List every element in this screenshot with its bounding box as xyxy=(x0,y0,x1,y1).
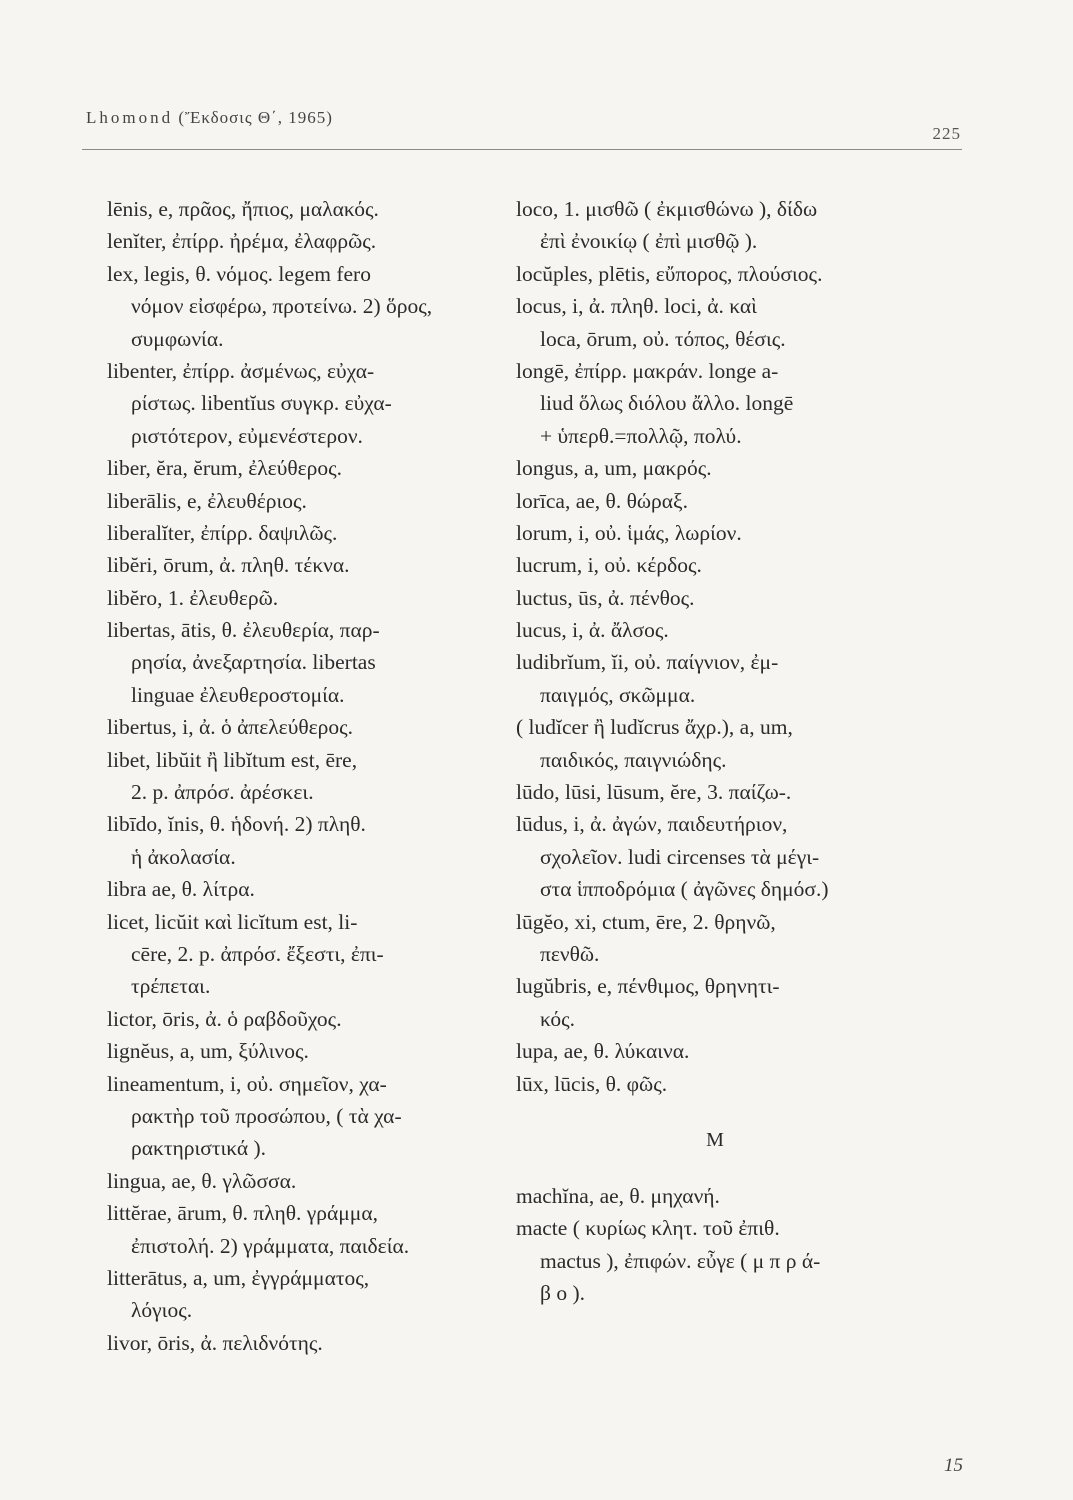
dictionary-line: ludibrĭum, ĭi, οὐ. παίγνιον, ἐμ- xyxy=(516,650,779,675)
dictionary-line: lēnis, e, πρᾶος, ἤπιος, μαλακός. xyxy=(107,197,379,221)
dictionary-line: πενθῶ. xyxy=(540,941,600,966)
dictionary-line: ρησία, ἀνεξαρτησία. libertas xyxy=(131,650,376,675)
dictionary-line: στα ἱπποδρόμια ( ἀγῶνες δημόσ.) xyxy=(540,877,829,902)
running-header xyxy=(86,108,961,128)
dictionary-line: lupa, ae, θ. λύκαινα. xyxy=(516,1039,690,1064)
dictionary-line: τρέπεται. xyxy=(131,974,211,999)
dictionary-line: lūgĕo, xi, ctum, ēre, 2. θρηνῶ, xyxy=(516,909,776,934)
signature-mark: 15 xyxy=(944,1455,963,1476)
dictionary-line: ἡ ἀκολασία. xyxy=(131,844,236,869)
dictionary-line: lingua, ae, θ. γλῶσσα. xyxy=(107,1168,297,1193)
dictionary-line: β ο ). xyxy=(540,1281,585,1306)
page-number: 225 xyxy=(932,124,961,143)
dictionary-line: ρακτηριστικά ). xyxy=(131,1136,267,1161)
dictionary-line: libĕro, 1. ἐλευθερῶ. xyxy=(107,585,279,610)
dictionary-line: macte ( κυρίως κλητ. τοῦ ἐπιθ. xyxy=(516,1216,780,1241)
right-column-entries-m xyxy=(516,1180,946,1310)
dictionary-line: lorum, i, οὐ. ἱμάς, λωρίον. xyxy=(516,520,742,545)
dictionary-line: littĕrae, ārum, θ. πληθ. γράμμα, xyxy=(107,1201,378,1226)
dictionary-line: lignĕus, a, um, ξύλινος. xyxy=(107,1039,309,1064)
dictionary-line: κός. xyxy=(540,1006,576,1031)
dictionary-line: libra ae, θ. λίτρα. xyxy=(107,877,255,902)
left-column xyxy=(107,193,499,1359)
header-rule xyxy=(82,149,962,150)
right-column xyxy=(516,193,946,1310)
dictionary-line: libertas, ātis, θ. ἐλευθερία, παρ- xyxy=(107,618,380,643)
dictionary-line: συμφωνία. xyxy=(131,326,224,351)
dictionary-line: ρίστως. libentĭus συγκρ. εὐχα- xyxy=(131,391,392,416)
dictionary-line: σχολεῖον. ludi circenses τὰ μέγι- xyxy=(540,844,820,869)
dictionary-line: παιγμός, σκῶμμα. xyxy=(540,682,696,707)
dictionary-line: locus, i, ἀ. πληθ. loci, ἀ. καὶ xyxy=(516,294,757,319)
dictionary-line: lucrum, i, οὐ. κέρδος. xyxy=(516,553,702,578)
dictionary-line: 2. p. ἀπρόσ. ἀρέσκει. xyxy=(131,780,314,805)
right-column-entries-l xyxy=(516,193,946,1100)
dictionary-line: livor, ōris, ἀ. πελιδνότης. xyxy=(107,1330,323,1355)
dictionary-line: ρακτὴρ τοῦ προσώπου, ( τὰ χα- xyxy=(131,1103,402,1128)
dictionary-line: ἐπιστολή. 2) γράμματα, παιδεία. xyxy=(131,1233,410,1258)
dictionary-line: loca, ōrum, οὐ. τόπος, θέσις. xyxy=(540,326,786,351)
dictionary-line: παιδικός, παιγνιώδης. xyxy=(540,747,727,772)
dictionary-line: linguae ἐλευθεροστομία. xyxy=(131,682,345,707)
dictionary-line: ἐπὶ ἐνοικίῳ ( ἐπὶ μισθῷ ). xyxy=(540,229,758,254)
dictionary-line: loco, 1. μισθῶ ( ἐκμισθώνω ), δίδω xyxy=(516,197,818,221)
dictionary-line: cēre, 2. p. ἀπρόσ. ἔξεστι, ἐπι- xyxy=(131,941,384,966)
dictionary-line: lenĭter, ἐπίρρ. ἠρέμα, ἐλαφρῶς. xyxy=(107,229,377,254)
dictionary-line: locŭples, plētis, εὔπορος, πλούσιος. xyxy=(516,261,823,286)
dictionary-line: ριστότερον, εὐμενέστερον. xyxy=(131,423,363,448)
dictionary-line: lūdus, i, ἀ. ἀγών, παιδευτήριον, xyxy=(516,812,788,837)
dictionary-line: libĕri, ōrum, ἀ. πληθ. τέκνα. xyxy=(107,553,350,578)
dictionary-line: liud ὅλως διόλου ἄλλο. longē xyxy=(540,391,794,416)
dictionary-line: libenter, ἐπίρρ. ἀσμένως, εὐχα- xyxy=(107,358,375,383)
dictionary-line: liber, ĕra, ĕrum, ἐλεύθερος. xyxy=(107,456,343,481)
dictionary-line: ( ludĭcer ἢ ludĭcrus ἄχρ.), a, um, xyxy=(516,715,793,740)
dictionary-line: νόμον εἰσφέρω, προτείνω. 2) ὅρος, xyxy=(131,294,433,319)
dictionary-line: liberālis, e, ἐλευθέριος. xyxy=(107,488,307,513)
dictionary-line: lucus, i, ἀ. ἄλσος. xyxy=(516,618,669,643)
dictionary-line: longus, a, um, μακρός. xyxy=(516,456,712,481)
dictionary-line: lūx, lūcis, θ. φῶς. xyxy=(516,1071,668,1096)
letter-heading: M xyxy=(706,1128,726,1151)
dictionary-line: λόγιος. xyxy=(131,1298,193,1323)
dictionary-line: libīdo, ĭnis, θ. ἡδονή. 2) πληθ. xyxy=(107,812,366,837)
dictionary-line: + ὑπερθ.=πολλῷ, πολύ. xyxy=(540,423,742,448)
header-edition: (Ἔκδοσις Θ΄, 1965) xyxy=(178,108,333,127)
header-author: Lhomond xyxy=(86,108,174,127)
dictionary-line: luctus, ūs, ἀ. πένθος. xyxy=(516,585,695,610)
dictionary-line: lex, legis, θ. νόμος. legem fero xyxy=(107,261,371,286)
dictionary-line: machĭna, ae, θ. μηχανή. xyxy=(516,1183,720,1208)
dictionary-line: libet, libŭit ἢ libĭtum est, ēre, xyxy=(107,747,358,772)
dictionary-line: lineamentum, i, οὐ. σημεῖον, χα- xyxy=(107,1071,387,1096)
dictionary-line: licet, licŭit καὶ licĭtum est, li- xyxy=(107,909,358,934)
dictionary-line: liberalĭter, ἐπίρρ. δαψιλῶς. xyxy=(107,520,338,545)
dictionary-line: lūdo, lūsi, lūsum, ĕre, 3. παίζω-. xyxy=(516,780,792,805)
dictionary-line: longē, ἐπίρρ. μακράν. longe a- xyxy=(516,358,779,383)
dictionary-line: lugŭbris, e, πένθιμος, θρηνητι- xyxy=(516,974,780,999)
dictionary-line: lictor, ōris, ἀ. ὁ ραβδοῦχος. xyxy=(107,1006,342,1031)
dictionary-line: libertus, i, ἀ. ὁ ἀπελεύθερος. xyxy=(107,715,354,740)
dictionary-line: mactus ), ἐπιφών. εὖγε ( μ π ρ ά- xyxy=(540,1248,821,1273)
dictionary-line: litterātus, a, um, ἐγγράμματος, xyxy=(107,1265,370,1290)
dictionary-line: lorīca, ae, θ. θώραξ. xyxy=(516,488,688,513)
